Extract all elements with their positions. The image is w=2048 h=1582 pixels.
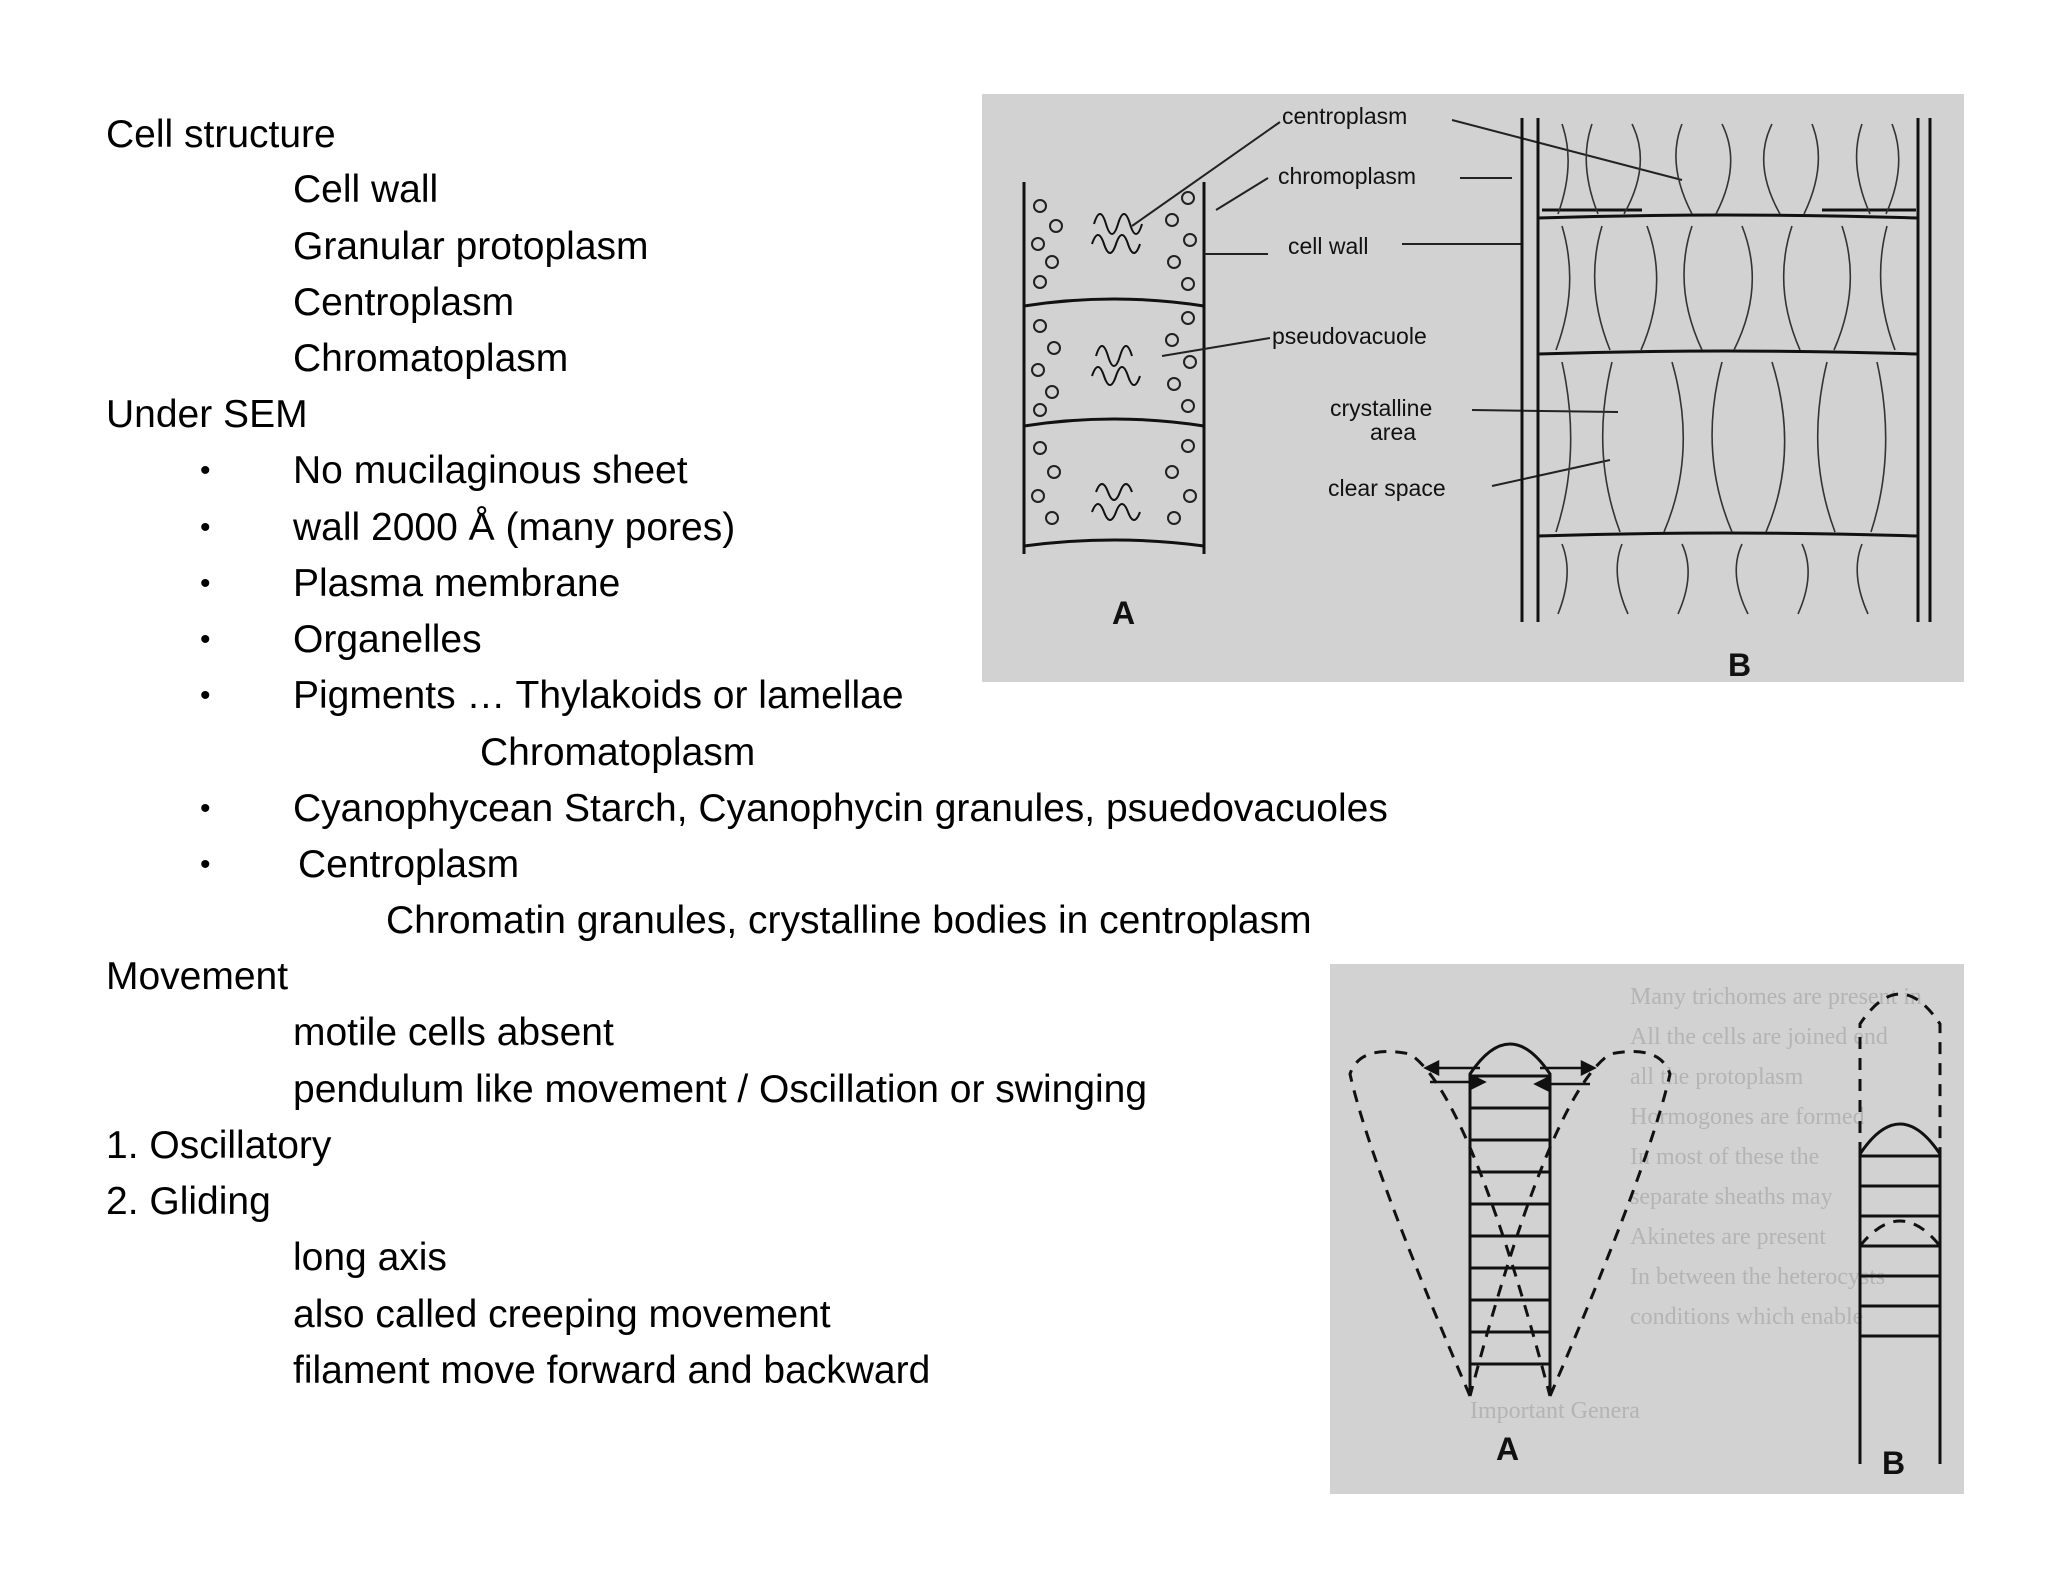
movement-item: pendulum like movement / Oscillation or swinging [293,1068,1148,1111]
sem-bullet-text: Plasma membrane [293,562,621,605]
movement-heading: Movement [106,955,289,998]
label-clear-space: clear space [1328,475,1446,501]
centroplasm-sub-text: Chromatin granules, crystalline bodies in centroplasm [386,899,1312,942]
bullet: • [200,454,211,487]
bullet: • [200,848,211,881]
movement-panel-b-letter: B [1882,1445,1906,1481]
granular-protoplasm-item: Granular protoplasm [293,225,649,268]
movement-figure [1330,964,1964,1494]
gliding-item: also called creeping movement [293,1293,831,1336]
centroplasm-item: Centroplasm [293,281,515,324]
svg-text:all the protoplasm: all the protoplasm [1630,1064,1804,1090]
panel-a-letter: A [1112,595,1136,631]
gliding-item: long axis [293,1236,447,1279]
svg-text:Hormogones are formed: Hormogones are formed [1630,1104,1865,1130]
sem-bullet-text: No mucilaginous sheet [293,449,688,492]
filament-b [1522,118,1930,622]
svg-text:conditions which enable: conditions which enable [1630,1304,1864,1330]
sem-bullet-text: Organelles [293,618,482,661]
pseudovacuole-granules [1032,192,1196,524]
sem-bullet-text: Centroplasm [298,843,520,886]
svg-text:All the cells are joined end: All the cells are joined end [1630,1024,1888,1050]
svg-text:Akinetes are present: Akinetes are present [1630,1224,1826,1250]
svg-text:In most of these the: In most of these the [1630,1144,1820,1170]
gliding-type: 2. Gliding [106,1180,271,1223]
chromatoplasm-item: Chromatoplasm [293,337,569,380]
label-centroplasm: centroplasm [1282,103,1408,129]
filament-a [1024,182,1204,554]
pigment-sub-text: Chromatoplasm [480,731,756,774]
sem-bullet-text: Cyanophycean Starch, Cyanophycin granules, psuedovacuoles [293,787,1388,830]
label-area: area [1370,419,1417,445]
centroplasm-chromatin [1092,214,1142,520]
oscillating-filament [1470,1044,1550,1396]
label-crystalline: crystalline [1330,395,1433,421]
bullet: • [200,623,211,656]
movement-item: motile cells absent [293,1011,614,1054]
cell-structure-heading: Cell structure [106,113,336,156]
bullet: • [200,792,211,825]
gliding-item: filament move forward and backward [293,1349,931,1392]
chromoplasm-streaks [1556,124,1899,614]
bullet: • [200,567,211,600]
cell-structure-figure [982,94,1964,682]
oscillatory-type: 1. Oscillatory [106,1124,332,1167]
svg-text:Many trichomes are present in: Many trichomes are present in [1630,984,1922,1010]
panel-b-letter: B [1728,647,1752,682]
swing-outline [1350,1052,1670,1397]
movement-panel-a-letter: A [1496,1431,1520,1467]
label-cell-wall: cell wall [1288,233,1369,259]
cell-wall-item: Cell wall [293,168,439,211]
bullet: • [200,511,211,544]
label-chromoplasm: chromoplasm [1278,163,1417,189]
sem-bullet-text: wall 2000 Å (many pores) [293,506,736,549]
gliding-filament [1860,1124,1940,1464]
movement-diagram [1330,964,1964,1494]
sem-bullet-text: Pigments … Thylakoids or lamellae [293,674,904,717]
bullet: • [200,679,211,712]
svg-text:In between the heterocysts: In between the heterocysts [1630,1264,1886,1290]
svg-text:Important Genera: Important Genera [1470,1398,1640,1424]
label-pseudovacuole: pseudovacuole [1272,323,1427,349]
cell-structure-diagram [982,94,1964,682]
under-sem-heading: Under SEM [106,393,308,436]
svg-text:separate sheaths may: separate sheaths may [1630,1184,1833,1210]
